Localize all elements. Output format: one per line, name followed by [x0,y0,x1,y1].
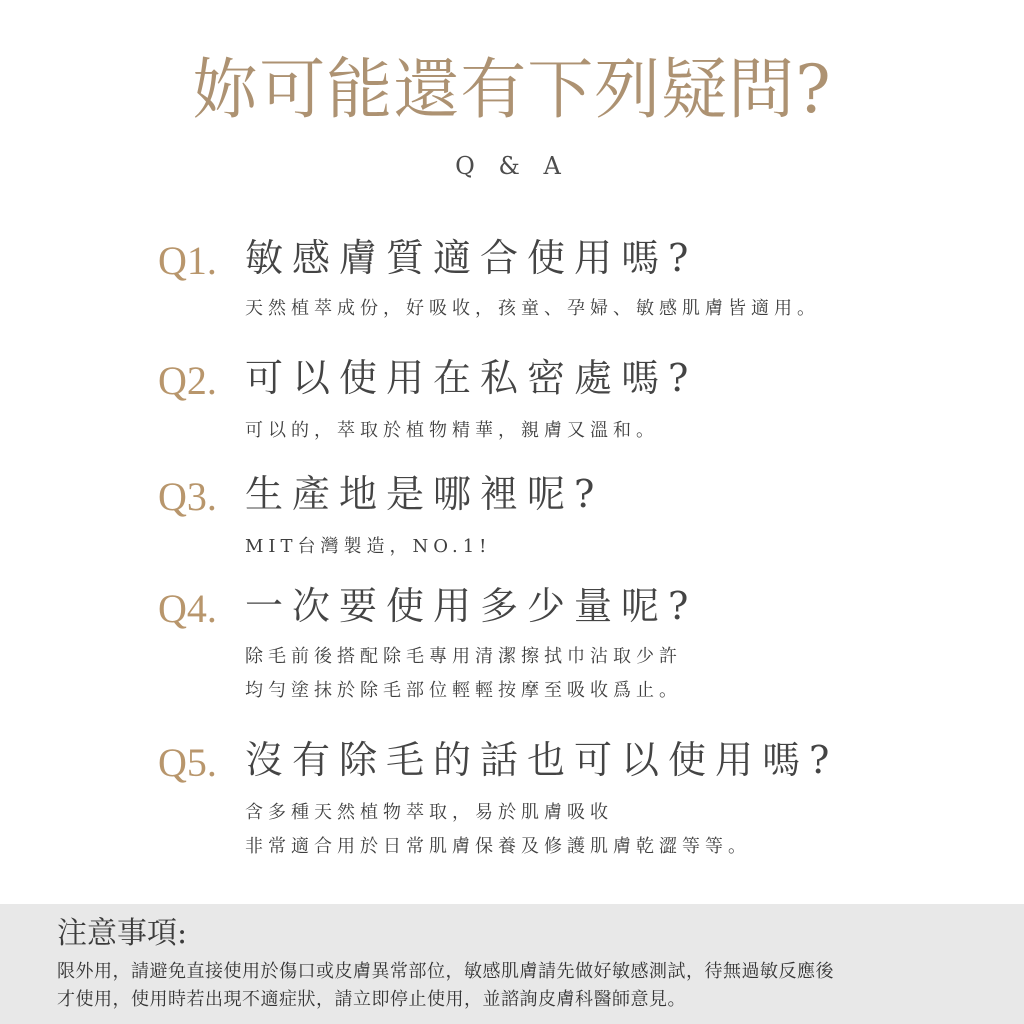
answer-line: MIT台灣製造，NO.1! [245,536,492,557]
question-text: 一次要使用多少量呢? [245,584,698,628]
answer-line: 非常適合用於日常肌膚保養及修護肌膚乾澀等等。 [245,836,751,857]
faq-item-q3 [158,468,998,564]
notice-title: 注意事項: [57,916,188,951]
faq-item-q4 [158,580,998,708]
question-number: Q2. [158,358,217,403]
question-text: 沒有除毛的話也可以使用嗎? [245,738,839,782]
faq-item-q1 [158,232,998,326]
faq-item-q5 [158,734,998,864]
question-row [158,352,998,406]
question-row [158,468,998,522]
faq-item-q2 [158,352,998,448]
question-row [158,580,998,634]
question-number: Q5. [158,740,217,785]
notice-body [57,958,997,1014]
answer-line: 天然植萃成份，好吸收，孩童、孕婦、敏感肌膚皆適用。 [245,298,820,319]
question-text: 可以使用在私密處嗎? [245,356,698,400]
question-row [158,232,998,286]
answer-line: 除毛前後搭配除毛專用清潔擦拭巾沾取少許 [245,646,682,667]
question-number: Q3. [158,474,217,519]
notice-line: 才使用，使用時若出現不適症狀，請立即停止使用，並諮詢皮膚科醫師意見。 [57,989,686,1010]
question-text: 生產地是哪裡呢? [245,472,604,516]
answer-line: 含多種天然植物萃取，易於肌膚吸收 [245,802,613,823]
question-number: Q4. [158,586,217,631]
page-subtitle: Q & A [455,152,569,180]
page-title: 妳可能還有下列疑問? [192,51,832,128]
notice-line: 限外用，請避免直接使用於傷口或皮膚異常部位，敏感肌膚請先做好敏感測試，待無過敏反應後 [57,961,834,982]
question-text: 敏感膚質適合使用嗎? [245,236,698,280]
answer-line: 均勻塗抹於除毛部位輕輕按摩至吸收爲止。 [245,680,682,701]
answer-line: 可以的，萃取於植物精華，親膚又溫和。 [245,420,659,441]
question-row [158,734,998,788]
question-number: Q1. [158,238,217,283]
notice-panel [0,904,1024,1024]
